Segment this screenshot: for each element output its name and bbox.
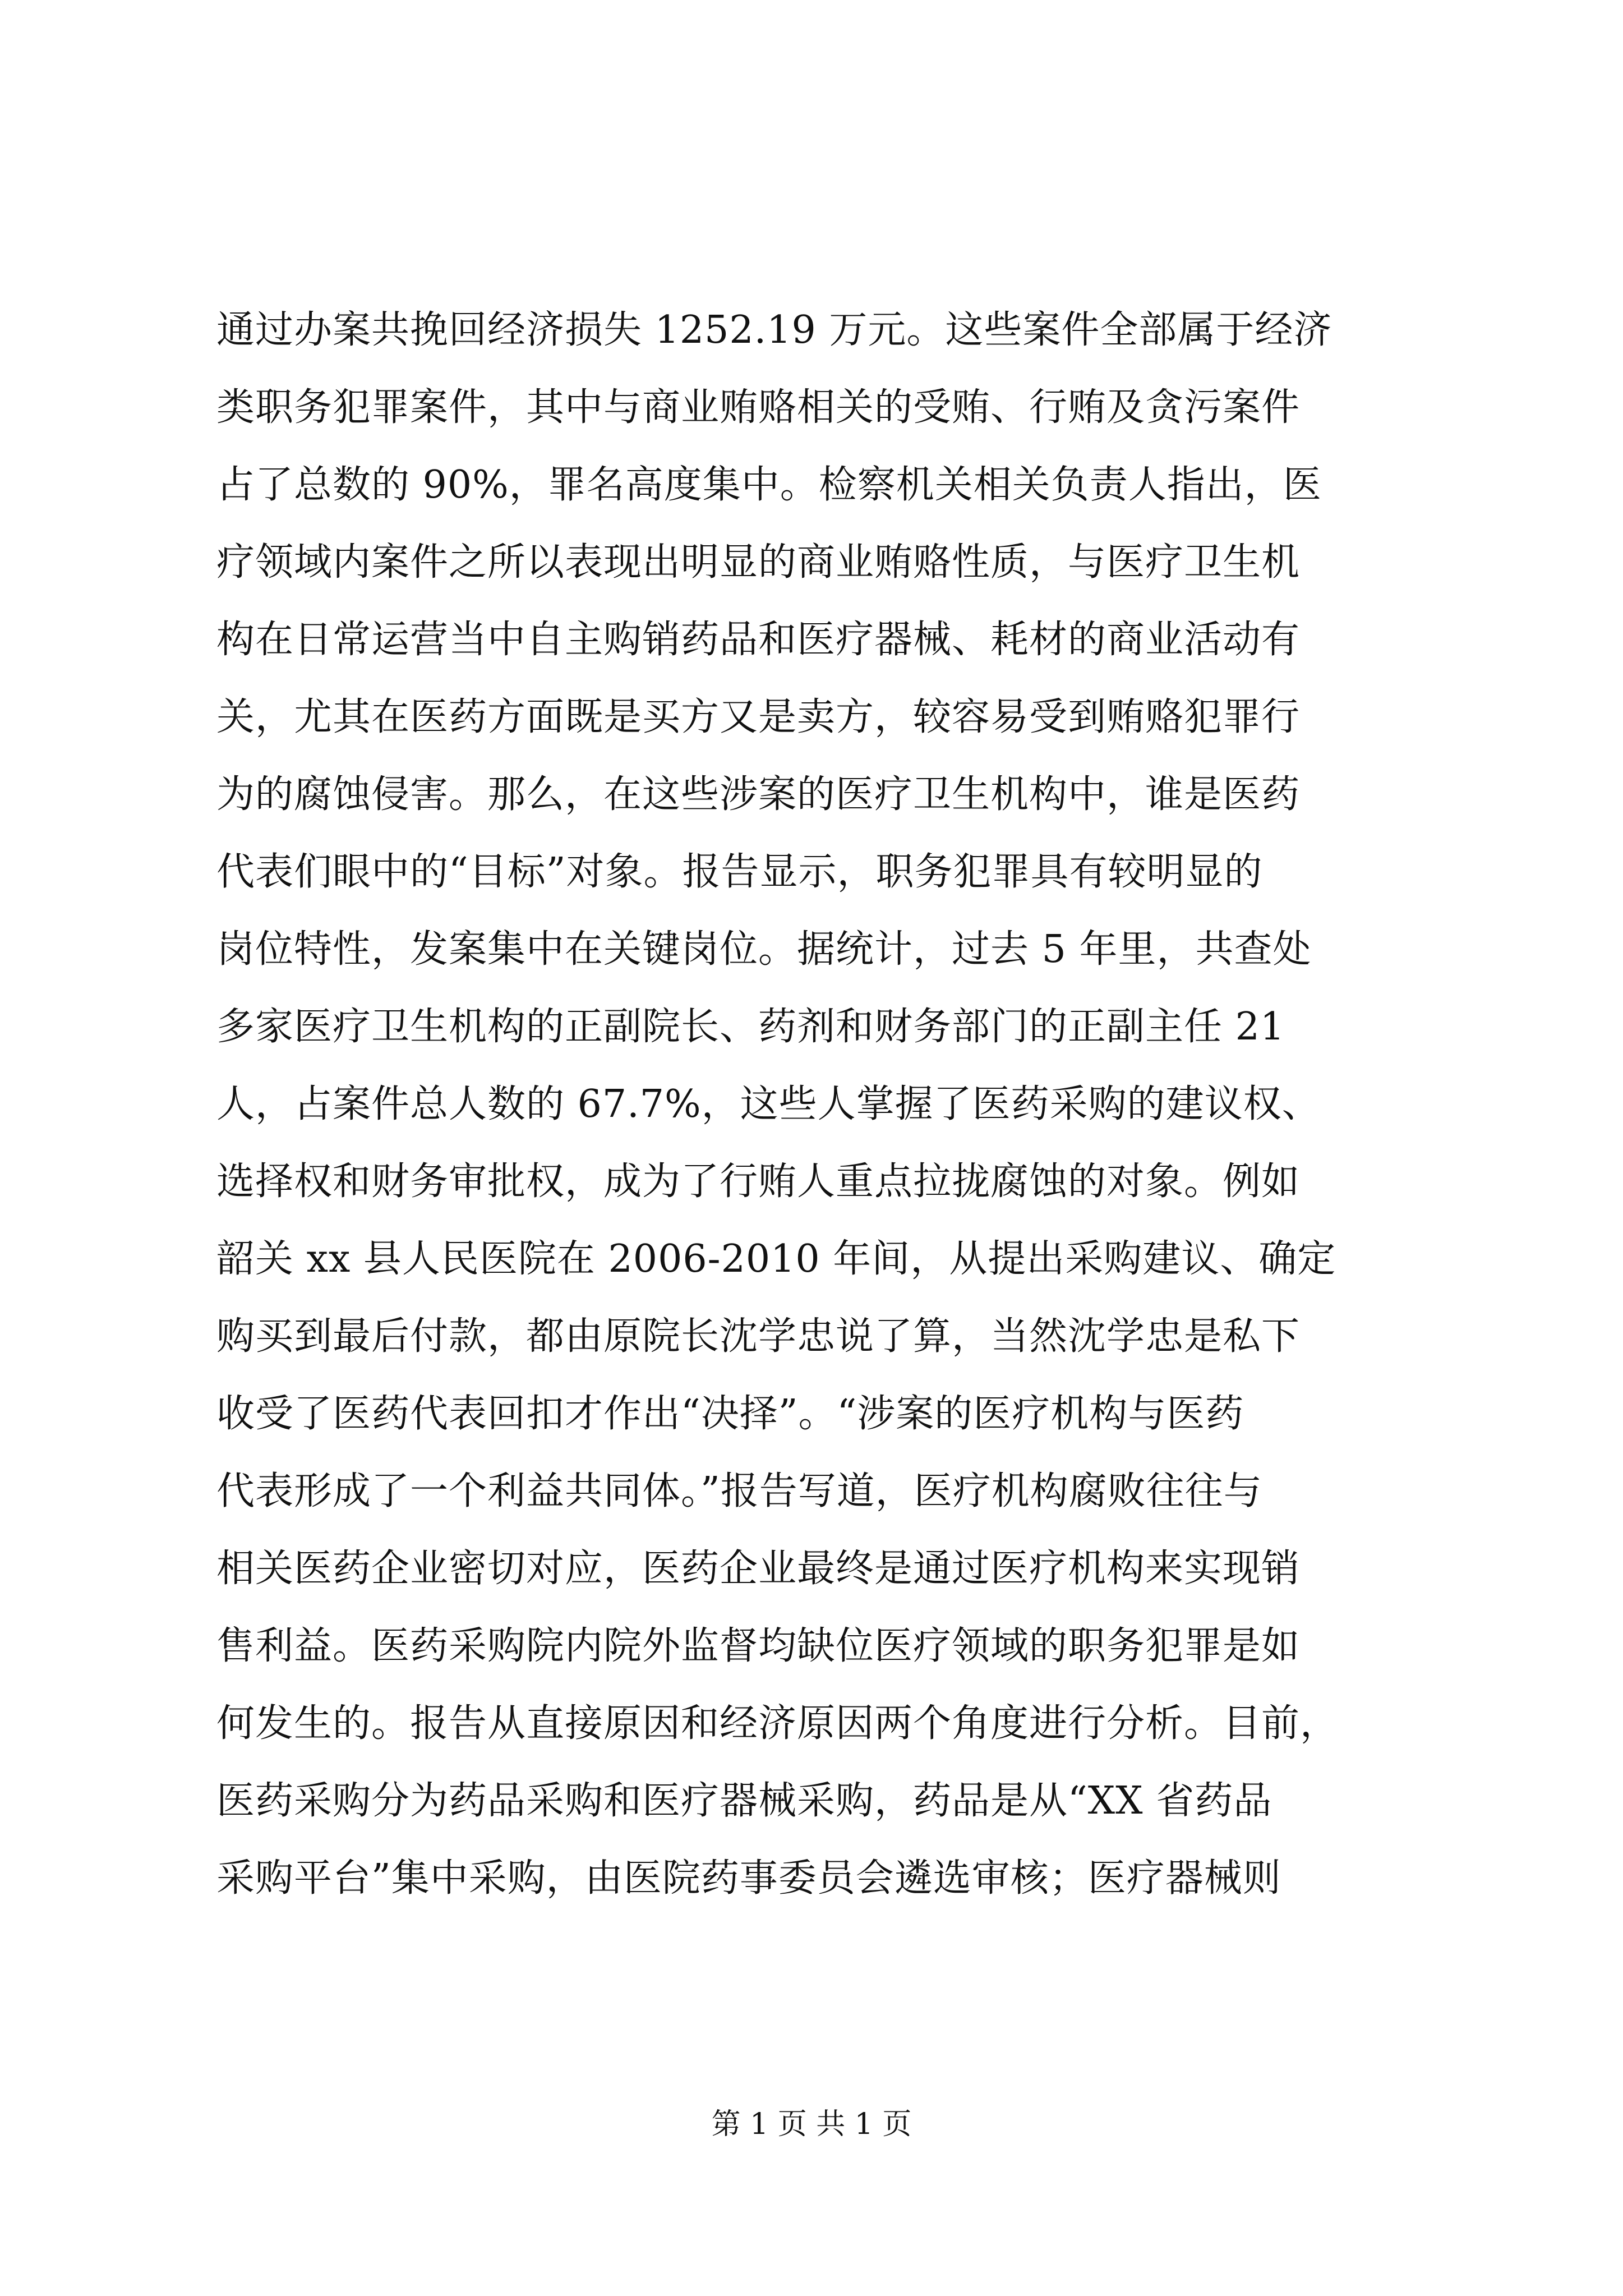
- text-line: 为的腐蚀侵害。那么，在这些涉案的医疗卫生机构中，谁是医药: [216, 772, 1301, 817]
- text-line: 购买到最后付款，都由原院长沈学忠说了算，当然沈学忠是私下: [216, 1314, 1301, 1359]
- text-line: 韶关 xx 县人民医院在 2006-2010 年间，从提出采购建议、确定: [216, 1237, 1336, 1281]
- text-line: 代表们眼中的“目标”对象。报告显示，职务犯罪具有较明显的: [216, 850, 1263, 894]
- text-line: 何发生的。报告从直接原因和经济原因两个角度进行分析。目前，: [216, 1701, 1339, 1746]
- text-line: 占了总数的 90%，罪名高度集中。检察机关相关负责人指出，医: [216, 463, 1322, 507]
- text-line: 医药采购分为药品采购和医疗器械采购，药品是从“XX 省药品: [216, 1779, 1272, 1823]
- text-line: 采购平台”集中采购，由医院药事委员会遴选审核；医疗器械则: [216, 1856, 1281, 1901]
- text-line: 收受了医药代表回扣才作出“决择”。“涉案的医疗机构与医药: [216, 1392, 1244, 1436]
- text-line: 相关医药企业密切对应，医药企业最终是通过医疗机构来实现销: [216, 1547, 1301, 1591]
- page-number-footer: 第 1 页 共 1 页: [711, 2108, 912, 2141]
- text-line: 构在日常运营当中自主购销药品和医疗器械、耗材的商业活动有: [216, 618, 1301, 662]
- text-line: 人，占案件总人数的 67.7%，这些人掌握了医药采购的建议权、: [216, 1082, 1321, 1126]
- text-line: 选择权和财务审批权，成为了行贿人重点拉拢腐蚀的对象。例如: [216, 1159, 1301, 1204]
- text-line: 类职务犯罪案件，其中与商业贿赂相关的受贿、行贿及贪污案件: [216, 385, 1301, 430]
- text-line: 售利益。医药采购院内院外监督均缺位医疗领域的职务犯罪是如: [216, 1624, 1301, 1668]
- text-line: 关，尤其在医药方面既是买方又是卖方，较容易受到贿赂犯罪行: [216, 695, 1301, 739]
- text-line: 疗领域内案件之所以表现出明显的商业贿赂性质，与医疗卫生机: [216, 540, 1301, 585]
- body-text: [216, 292, 1411, 1917]
- text-line: 通过办案共挽回经济损失 1252.19 万元。这些案件全部属于经济: [216, 308, 1332, 352]
- text-line: 多家医疗卫生机构的正副院长、药剂和财务部门的正副主任 21: [216, 1005, 1285, 1049]
- text-line: 岗位特性，发案集中在关键岗位。据统计，过去 5 年里，共查处: [216, 927, 1312, 972]
- text-line: 代表形成了一个利益共同体。”报告写道，医疗机构腐败往往与: [216, 1469, 1262, 1513]
